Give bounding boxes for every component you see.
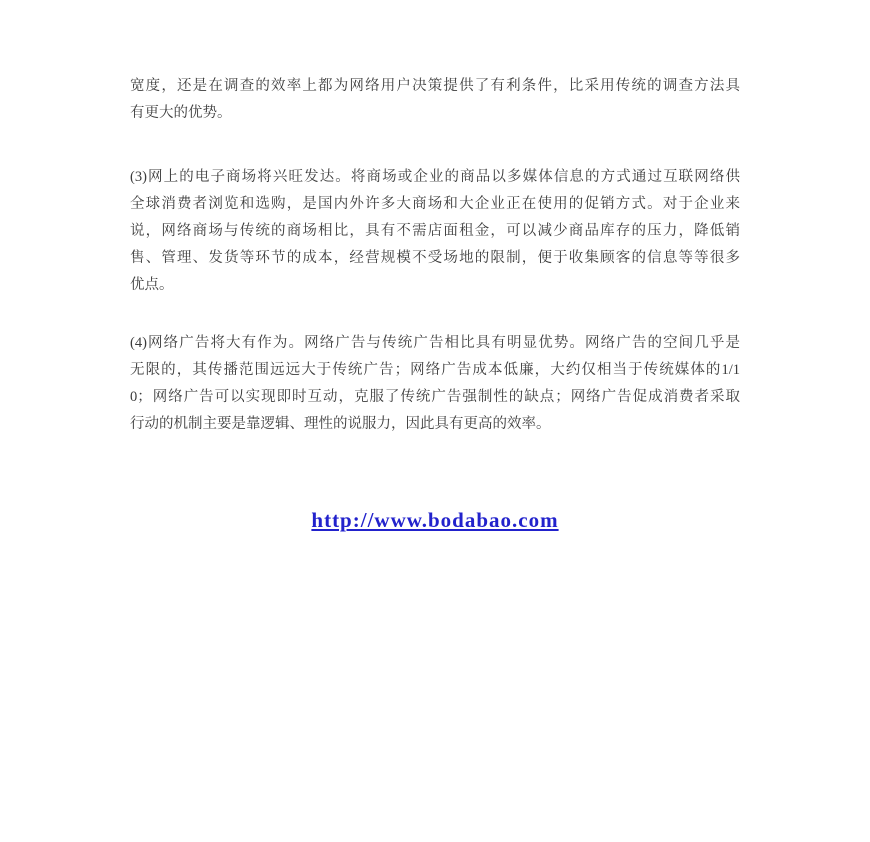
text-line: (4)网络广告将大有作为。网络广告与传统广告相比具有明显优势。网络广告的空间几乎是 xyxy=(130,335,740,351)
text-line: (3)网上的电子商场将兴旺发达。将商场或企业的商品以多媒体信息的方式通过互联网络供 xyxy=(130,169,740,185)
text-line: 0；网络广告可以实现即时互动，克服了传统广告强制性的缺点；网络广告促成消费者采取 xyxy=(130,389,740,405)
text-line: 全球消费者浏览和选购，是国内外许多大商场和大企业正在使用的促销方式。对于企业来 xyxy=(130,196,740,212)
text-line: 有更大的优势。 xyxy=(130,105,232,121)
document-content xyxy=(130,73,740,533)
bodabao-hyperlink[interactable]: http://www.bodabao.com xyxy=(311,508,559,532)
text-line: 无限的，其传播范围远远大于传统广告；网络广告成本低廉，大约仅相当于传统媒体的1/1 xyxy=(130,362,740,378)
text-line: 说，网络商场与传统的商场相比，具有不需店面租金，可以减少商品库存的压力，降低销 xyxy=(130,223,740,239)
text-line: 行动的机制主要是靠逻辑、理性的说服力，因此具有更高的效率。 xyxy=(130,416,551,432)
paragraph-point-3 xyxy=(130,164,740,299)
text-line: 售、管理、发货等环节的成本，经营规模不受场地的限制，便于收集顾客的信息等等很多 xyxy=(130,250,740,266)
paragraph-point-4 xyxy=(130,330,740,438)
paragraph-intro-tail xyxy=(130,73,740,127)
text-line: 宽度，还是在调查的效率上都为网络用户决策提供了有利条件，比采用传统的调查方法具 xyxy=(130,78,740,94)
link-row xyxy=(130,508,740,533)
text-line: 优点。 xyxy=(130,277,174,293)
